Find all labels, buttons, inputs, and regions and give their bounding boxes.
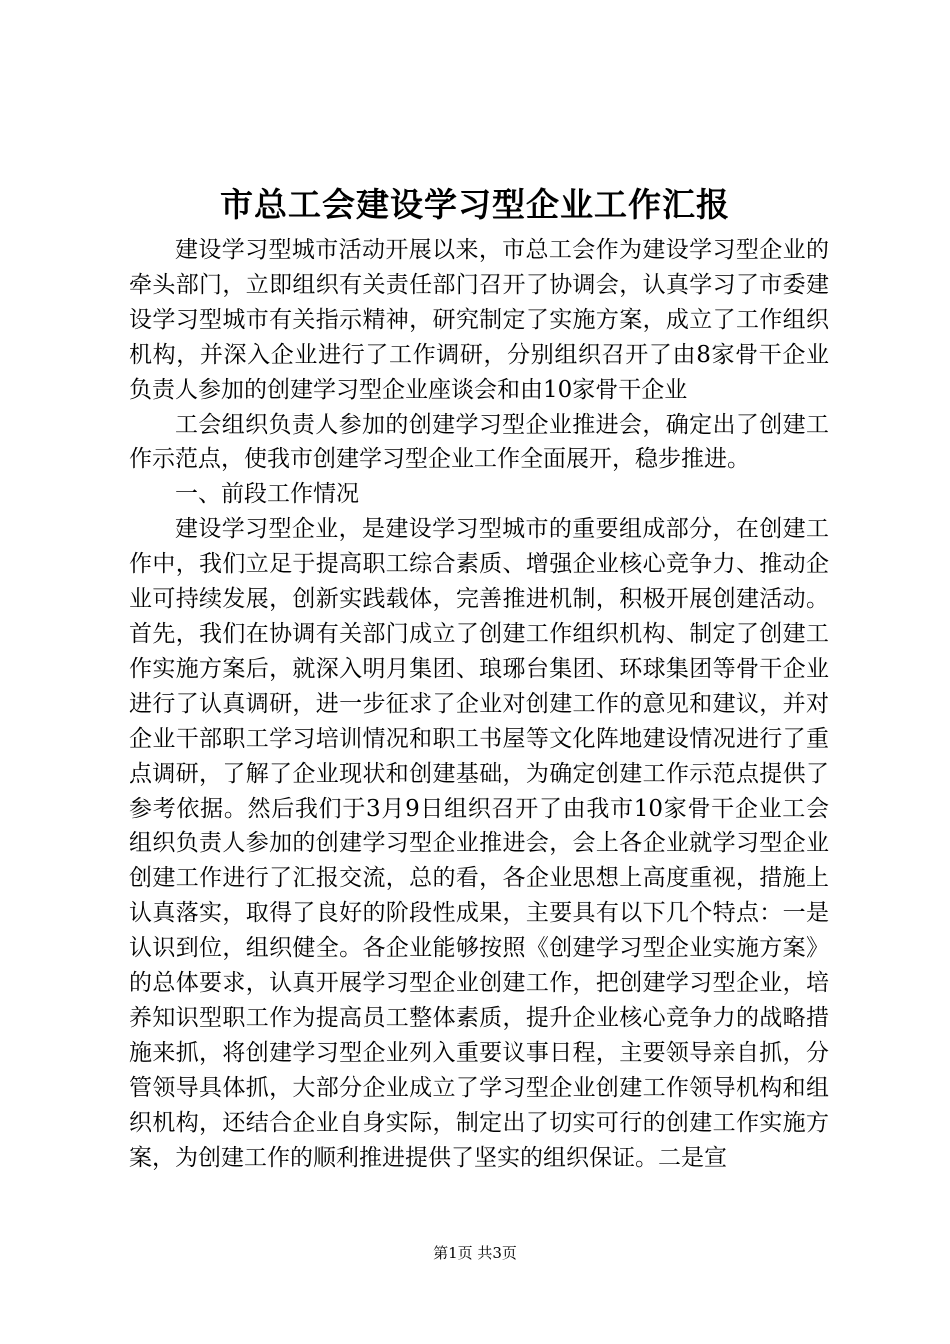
body-paragraph: 工会组织负责人参加的创建学习型企业推进会，确定出了创建工作示范点，使我市创建学习型企业工作全面展开，稳步推进。 bbox=[129, 411, 829, 473]
document-title: 市总工会建设学习型企业工作汇报 bbox=[220, 185, 730, 224]
page-footer: 第1页 共3页 bbox=[433, 1244, 517, 1262]
body-paragraph: 建设学习型企业，是建设学习型城市的重要组成部分，在创建工作中，我们立足于提高职工综合素质、增强企业核心竞争力、推动企业可持续发展，创新实践载体，完善推进机制，积极开展创建活动。首先，我们在协调有关部门成立了创建工作组织机构、制定了创建工作实施方案后，就深入明月集团、琅琊台集团、环球集团等骨干企业进行了认真调研，进一步征求了企业对创建工作的意见和建议，并对企业干部职工学习培训情况和职工书屋等文化阵地建设情况进行了重点调研，了解了企业现状和创建基础，为确定创建工作示范点提供了参考依据。然后我们于3月9日组织召开了由我市10家骨干企业工会组织负责人参加的创建学习型企业推进会，会上各企业就学习型企业创建工作进行了汇报交流，总的看，各企业思想上高度重视，措施上认真落实，取得了良好的阶段性成果，主要具有以下几个特点：一是认识到位，组织健全。各企业能够按照《创建学习型企业实施方案》的总体要求，认真开展学习型企业创建工作，把创建学习型企业，培养知识型职工作为提高员工整体素质，提升企业核心竞争力的战略措施来抓，将创建学习型企业列入重要议事日程，主要领导亲自抓，分管领导具体抓，大部分企业成立了学习型企业创建工作领导机构和组织机构，还结合企业自身实际，制定出了切实可行的创建工作实施方案，为创建工作的顺利推进提供了坚实的组织保证。二是宣 bbox=[129, 516, 829, 1171]
section-heading: 一、前段工作情况 bbox=[175, 481, 359, 508]
document-body bbox=[129, 233, 829, 1175]
body-paragraph: 建设学习型城市活动开展以来，市总工会作为建设学习型企业的牵头部门，立即组织有关责任部门召开了协调会，认真学习了市委建设学习型城市有关指示精神，研究制定了实施方案，成立了工作组织机构，并深入企业进行了工作调研，分别组织召开了由8家骨干企业负责人参加的创建学习型企业座谈会和由10家骨干企业 bbox=[129, 237, 829, 403]
